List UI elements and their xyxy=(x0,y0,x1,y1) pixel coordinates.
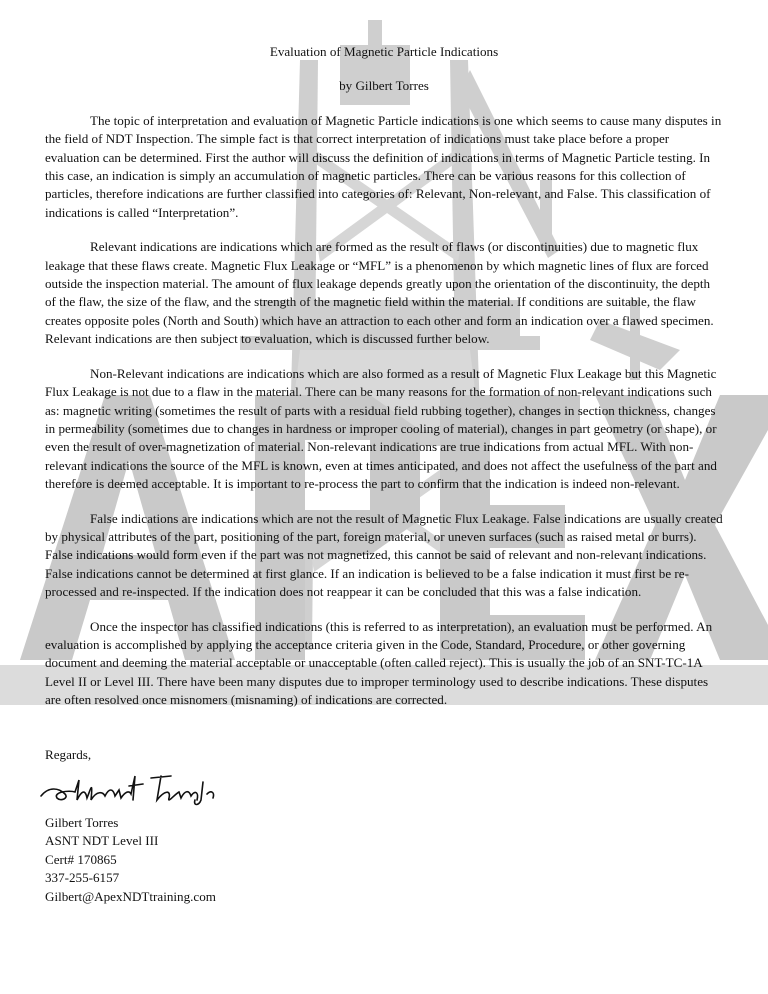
contact-title: ASNT NDT Level III xyxy=(45,833,159,849)
paragraph-interpretation: The topic of interpretation and evaluation of Magnetic Particle indications is one which seems to cause many disputes in the field of NDT Inspection. The simple fact is that correct interpretation of indications must take place before a proper evaluation can be determined. First the author will discuss the definition of indications in terms of Magnetic Particle testing. In this case, an indication is simply an accumulation of magnetic particles. There can be various reasons for this collection of particles, therefore indications are further classified into categories of: Relevant, Non-relevant, and False. This classification of indications is called “Interpretation”. xyxy=(45,112,722,220)
contact-block xyxy=(45,814,723,906)
handwritten-signature xyxy=(39,770,219,810)
paragraph-false: False indications are indications which are not the result of Magnetic Flux Leakage. False indications are usually created by physical attributes of the part, positioning of the part, foreign material, or uneven surfaces (such as raised metal or burrs). False indications would form even if the part was not magnetized, this cannot be said of relevant and non-relevant indications. False indications cannot be determined at first glance. If an indication is believed to be a false indication it must first be re-processed and re-inspected. If the indication does not reappear it can be concluded that this was a false indication. xyxy=(45,510,723,600)
contact-phone: 337-255-6157 xyxy=(45,870,120,886)
paragraph-relevant: Relevant indications are indications which are formed as the result of flaws (or discontinuities) due to magnetic flux leakage that these flaws create. Magnetic Flux Leakage or “MFL” is a phenomenon by which magnetic lines of flux are forced outside the inspection material. The amount of flux leakage depends greatly upon the orientation of the discontinuity, the depth of the flaw, the size of the flaw, and the strength of the magnetic field within the material. If conditions are suitable, the flaw creates opposite poles (North and South) which have an attraction to each other and form an indication over a flawed specimen. Relevant indications are then subject to evaluation, which is discussed further below. xyxy=(45,239,714,347)
document-title: Evaluation of Magnetic Particle Indications xyxy=(269,44,499,59)
contact-cert: Cert# 170865 xyxy=(45,851,117,867)
contact-name: Gilbert Torres xyxy=(45,815,119,830)
paragraph-non-relevant: Non-Relevant indications are indications which are also formed as a result of Magnetic Flux Leakage but this Magnetic Flux Leakage is not due to a flaw in the material. There can be many reasons for the formation of non-relevant indications such as: magnetic writing (sometimes the result of parts with a residual field rubbing together), changes in section thickness, changes in permeability (sometimes due to changes in hardness or improper cooling of material), changes in part geometry (or shape), or even the result of over-magnetization of material. Non-relevant indications are true indications from actual MFL. With non-relevant indications the source of the MFL is known, even at times anticipated, and does not affect the usefulness of the part and therefore is deemed acceptable. It is important to re-process the part to confirm that the indication is indeed non-relevant. xyxy=(45,365,717,492)
contact-email: Gilbert@ApexNDTtraining.com xyxy=(45,888,216,904)
paragraph-evaluation: Once the inspector has classified indications (this is referred to as interpretation), an evaluation must be performed. An evaluation is accomplished by applying the acceptance criteria given in the Code, Standard, Procedure, or other governing document and deeming the material acceptable or unacceptable (often called reject). This is usually the job of an SNT-TC-1A Level II or Level III. There have been many disputes due to improper terminology used to describe indications. These disputes are often resolved once misnomers (misnaming) of indications are corrected. xyxy=(45,618,713,708)
document-body xyxy=(45,40,723,906)
author-byline: by Gilbert Torres xyxy=(339,78,429,94)
closing-regards: Regards, xyxy=(45,746,92,762)
